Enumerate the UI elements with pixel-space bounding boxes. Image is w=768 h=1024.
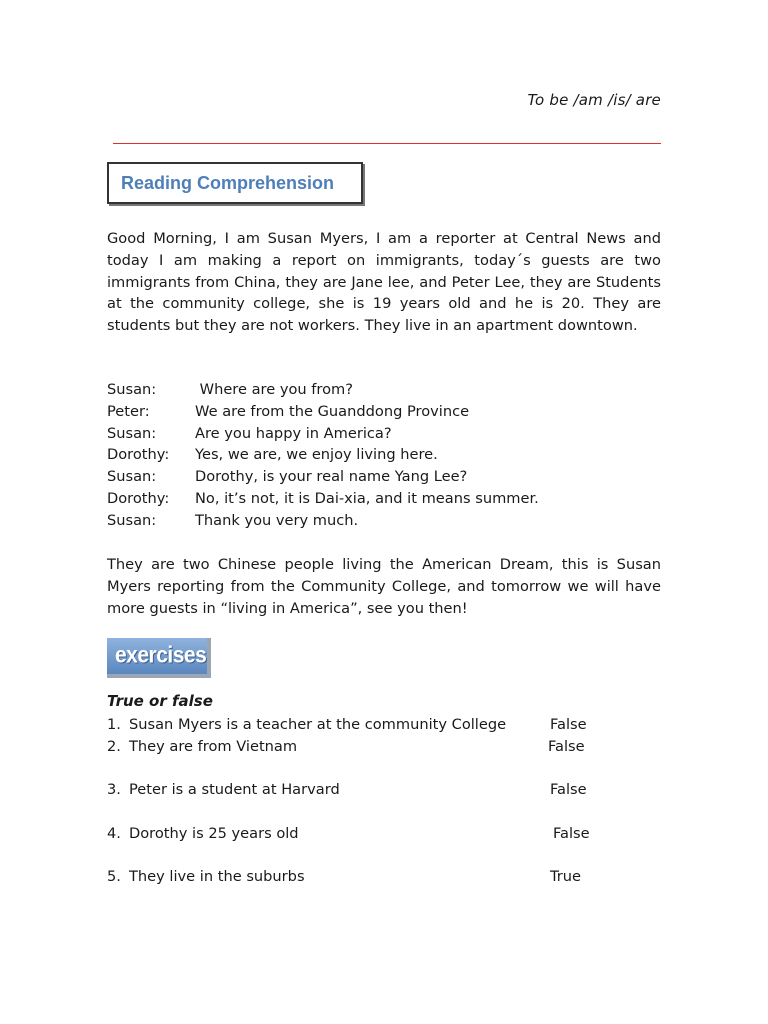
dialogue-text: Where are you from? <box>195 381 353 398</box>
header-divider <box>113 143 661 144</box>
exercise-statement: Susan Myers is a teacher at the community College <box>129 716 507 733</box>
dialogue-speaker: Susan: <box>107 424 157 442</box>
dialogue <box>107 379 661 532</box>
exercise-statement: Dorothy is 25 years old <box>129 825 299 842</box>
dialogue-text: Yes, we are, we enjoy living here. <box>195 446 438 464</box>
exercise-number: 2. <box>107 738 121 755</box>
dialogue-line <box>107 379 661 401</box>
exercise-statement: They live in the suburbs <box>129 868 305 885</box>
dialogue-line <box>107 444 661 466</box>
dialogue-speaker: Dorothy: <box>107 489 170 507</box>
dialogue-speaker: Susan: <box>107 468 157 486</box>
dialogue-text: No, it’s not, it is Dai-xia, and it means summer. <box>195 489 539 507</box>
dialogue-line <box>107 466 661 488</box>
exercise-statement: They are from Vietnam <box>129 738 298 755</box>
dialogue-speaker: Susan: <box>107 381 157 398</box>
dialogue-line <box>107 488 661 510</box>
exercise-number: 1. <box>107 716 121 733</box>
exercises-badge <box>107 638 211 678</box>
dialogue-line <box>107 401 661 423</box>
dialogue-text: Dorothy, is your real name Yang Lee? <box>195 468 468 486</box>
exercises-badge-label: exercises <box>115 642 207 669</box>
worksheet-title: To be /am /is/ are <box>527 91 661 109</box>
exercise-statement: Peter is a student at Harvard <box>129 781 340 798</box>
exercise-answer: False <box>550 781 587 798</box>
true-false-heading: True or false <box>107 692 213 710</box>
dialogue-speaker: Peter: <box>107 402 150 420</box>
exercise-number: 5. <box>107 868 121 885</box>
exercise-number: 4. <box>107 825 121 842</box>
exercise-answer: False <box>548 738 585 755</box>
exercise-item <box>107 866 661 888</box>
reading-paragraph-closing: They are two Chinese people living the American Dream, this is Susan Myers reporting from the Community College, and tomorrow we will have more guests in “living in America”, see you then! <box>107 556 661 617</box>
exercise-answer: True <box>550 868 581 885</box>
exercise-item <box>107 823 661 845</box>
exercise-number: 3. <box>107 781 121 798</box>
dialogue-text: We are from the Guanddong Province <box>195 402 470 420</box>
section-title: Reading Comprehension <box>121 172 335 193</box>
dialogue-line <box>107 423 661 445</box>
dialogue-text: Are you happy in America? <box>195 424 392 442</box>
dialogue-text: Thank you very much. <box>195 511 359 529</box>
reading-paragraph-intro: Good Morning, I am Susan Myers, I am a reporter at Central News and today I am making a report on immigrants, today´s guests are two immigrants from China, they are Jane lee, and Peter Lee, they are Students at the community college, she is 19 years old and he is 20. They are students but they are not workers. They live in an apartment downtown. <box>107 230 661 335</box>
dialogue-speaker: Dorothy: <box>107 446 170 464</box>
reading-comprehension-heading <box>107 162 363 204</box>
dialogue-line <box>107 510 661 532</box>
exercise-answer: False <box>553 825 590 842</box>
exercise-item <box>107 736 661 758</box>
dialogue-speaker: Susan: <box>107 511 157 529</box>
exercise-answer: False <box>550 716 587 733</box>
exercise-item <box>107 779 661 801</box>
exercise-item <box>107 714 661 736</box>
